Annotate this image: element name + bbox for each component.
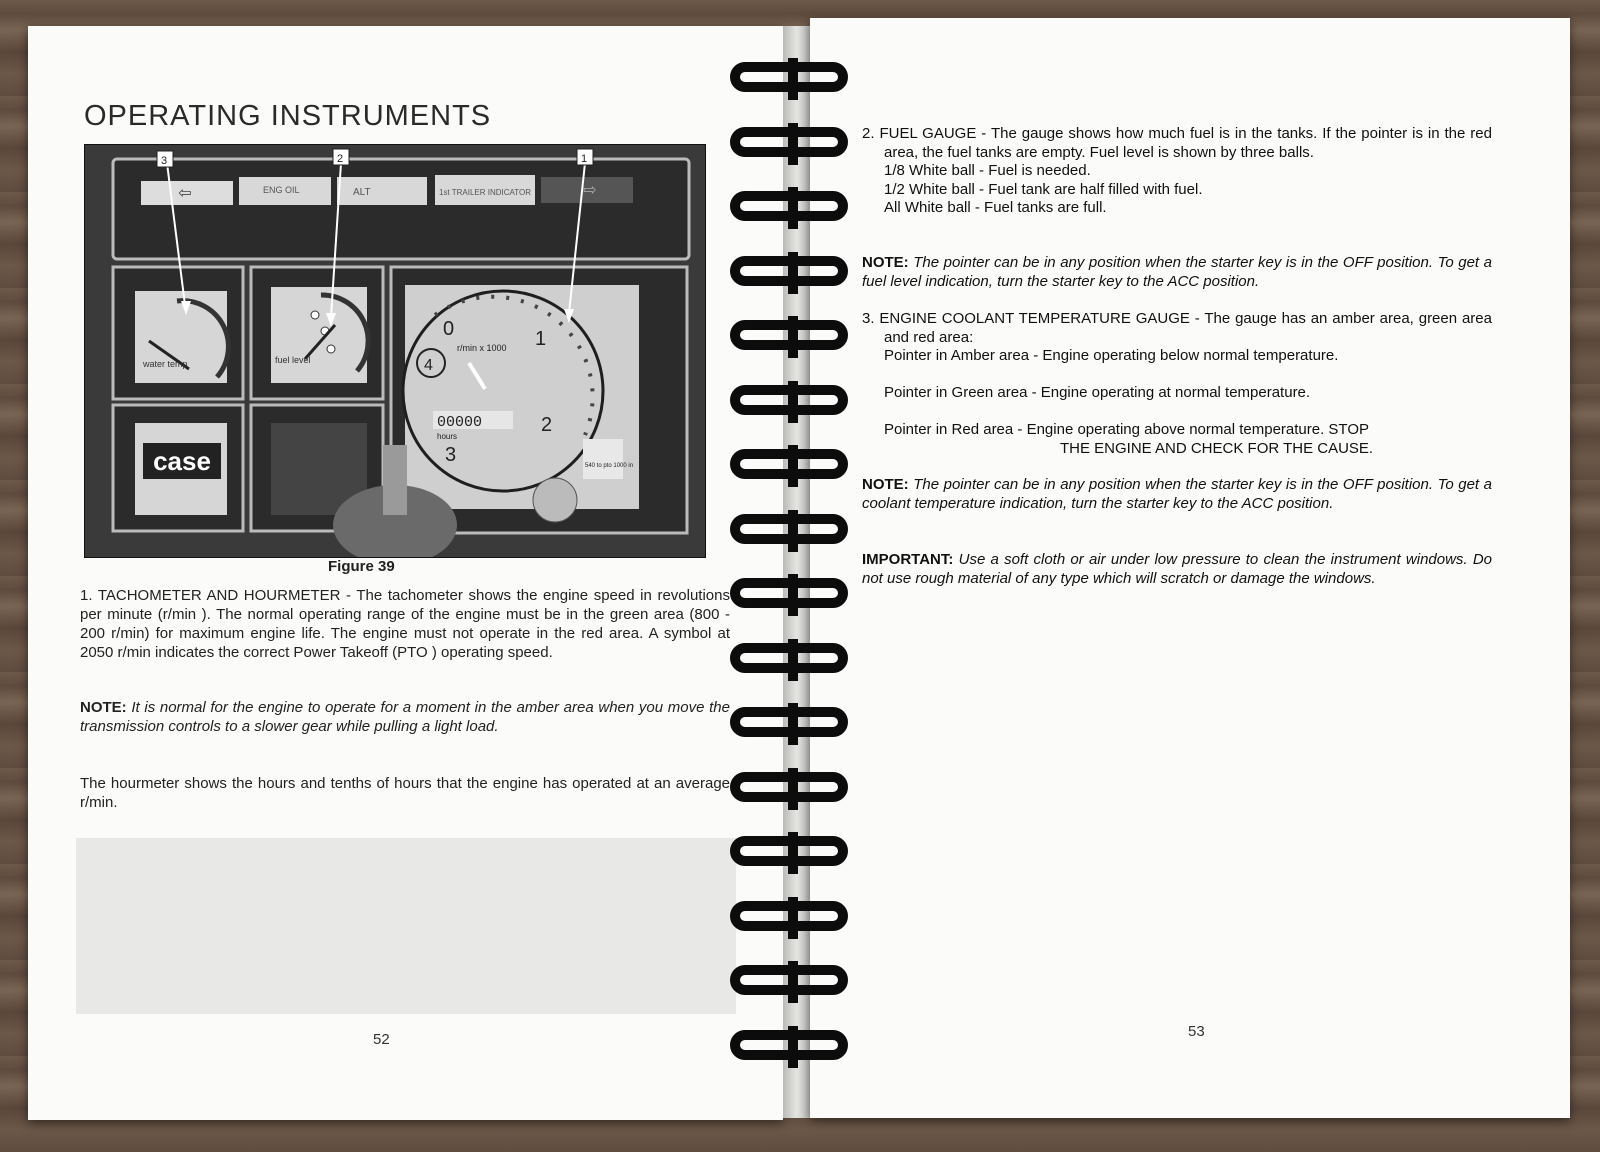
binding-coil [730, 836, 848, 866]
tach-number-2: 2 [541, 414, 553, 436]
binding-coil [730, 449, 848, 479]
binding-coil [730, 256, 848, 286]
binding-coil [730, 772, 848, 802]
coolant-red-line: Pointer in Red area - Engine operating above normal temperature. STOP [884, 421, 1369, 438]
gauge-label-fuel-level: fuel level [275, 355, 311, 365]
tachometer-note [80, 698, 730, 736]
page-heading: OPERATING INSTRUMENTS [84, 100, 492, 132]
indicator-eng-oil: ENG OIL [263, 185, 300, 195]
fuel-gauge-body: - The gauge shows how much fuel is in the tanks. If the pointer is in the red area, the fuel tanks are empty. Fuel level is shown by three balls. [884, 125, 1492, 161]
svg-text:4: 4 [424, 357, 433, 374]
tach-number-0: 0 [443, 318, 455, 340]
fuel-note [862, 254, 1492, 291]
right-page [810, 18, 1570, 1118]
binding-coil [730, 901, 848, 931]
fuel-gauge-paragraph [862, 125, 1492, 162]
note-label: NOTE: [80, 699, 127, 716]
binding-coil [730, 643, 848, 673]
fuel-level-item: All White ball - Fuel tanks are full. [884, 199, 1107, 216]
instrument-panel-illustration [85, 145, 705, 557]
coolant-red-line-continued: THE ENGINE AND CHECK FOR THE CAUSE. [1060, 439, 1374, 457]
svg-text:⇨: ⇨ [583, 182, 597, 199]
coolant-red-block [862, 421, 1492, 458]
important-note [862, 551, 1492, 588]
page-number-left: 52 [373, 1031, 390, 1048]
gauge-label-water-temp: water temp [143, 359, 188, 369]
binding-coil [730, 62, 848, 92]
callout-2: 2 [337, 153, 344, 165]
binding-coil [730, 191, 848, 221]
binding-coil [730, 127, 848, 157]
binding-coil [730, 1030, 848, 1060]
instrument-panel-photo [84, 144, 706, 558]
fuel-gauge-title: 2. FUEL GAUGE [862, 125, 977, 142]
coolant-title: 3. ENGINE COOLANT TEMPERATURE GAUGE [862, 310, 1190, 327]
tachometer-body: - The tachometer shows the engine speed in revolutions per minute (r/min ). The normal operating range of the engine must be in the green area (800 - 200 r/min) for maximum engine life. The engine must not operate in the red area. A symbol at 2050 r/min indicates the correct Power Takeoff (PTO ) operating speed. [80, 587, 730, 661]
coolant-section [862, 310, 1492, 366]
tach-unit-label: r/min x 1000 [457, 343, 507, 353]
binding-coil [730, 578, 848, 608]
fuel-gauge-section [862, 125, 1492, 218]
coolant-body: - The gauge has an amber area, green area and red area: [884, 310, 1492, 346]
hourmeter-label: hours [437, 432, 458, 441]
binding-coil [730, 320, 848, 350]
note-text: It is normal for the engine to operate for a moment in the amber area when you move the transmission controls to a slower gear while pulling a light load. [80, 699, 730, 735]
tach-number-3: 3 [445, 444, 457, 466]
coolant-green-block [862, 384, 1492, 403]
coolant-paragraph [862, 310, 1492, 347]
indicator-alt: ALT [353, 187, 371, 198]
tachometer-title: 1. TACHOMETER AND HOURMETER [80, 587, 341, 604]
fuel-level-item: 1/2 White ball - Fuel tank are half filled with fuel. [884, 180, 1203, 198]
binding-coil [730, 707, 848, 737]
case-logo: case [153, 446, 211, 476]
hourmeter-paragraph: The hourmeter shows the hours and tenths of hours that the engine has operated at an average r/min. [80, 775, 730, 811]
fuel-level-item: 1/8 White ball - Fuel is needed. [884, 162, 1091, 179]
binding-coil [730, 385, 848, 415]
left-page [28, 26, 783, 1120]
callout-3: 3 [161, 155, 168, 167]
pto-label: 540 to pto 1000 in [585, 463, 634, 469]
coolant-green-line: Pointer in Green area - Engine operating at normal temperature. [884, 384, 1311, 401]
coolant-amber-line: Pointer in Amber area - Engine operating below normal temperature. [884, 347, 1339, 364]
hourmeter-digits: 00000 [437, 414, 483, 431]
important-text: Use a soft cloth or air under low pressure to clean the instrument windows. Do not use rough material of any type which will scratch or damage the windows. [862, 551, 1492, 587]
tach-number-1: 1 [535, 328, 547, 350]
indicator-trailer: 1st TRAILER INDICATOR [439, 188, 532, 197]
binding-coil [730, 965, 848, 995]
note-text: The pointer can be in any position when the starter key is in the OFF position. To get a fuel level indication, turn the starter key to the ACC position. [862, 254, 1492, 290]
tachometer-paragraph [80, 586, 730, 662]
note-label: NOTE: [862, 254, 909, 271]
callout-1: 1 [581, 153, 588, 165]
svg-text:⇦: ⇦ [178, 185, 192, 202]
page-number-right: 53 [1188, 1023, 1205, 1040]
coolant-note [862, 476, 1492, 513]
blank-figure-area [76, 838, 736, 1014]
figure-caption: Figure 39 [328, 558, 395, 575]
note-label: NOTE: [862, 476, 909, 493]
note-text: The pointer can be in any position when the starter key is in the OFF position. To get a coolant temperature indication, turn the starter key to the ACC position. [862, 476, 1492, 512]
important-label: IMPORTANT: [862, 551, 954, 568]
binding-coil [730, 514, 848, 544]
